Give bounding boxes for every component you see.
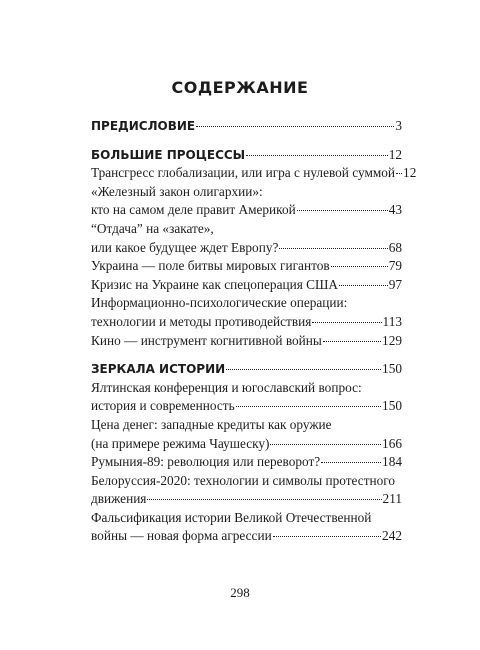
toc-entry-page: 184	[382, 454, 402, 470]
leader-dots	[396, 173, 402, 174]
toc-entry-page: 211	[382, 491, 402, 507]
toc-entry-text: войны — новая форма агрессии	[91, 528, 272, 544]
page-title: СОДЕРЖАНИЕ	[171, 78, 309, 97]
section-heading-page: 150	[382, 361, 402, 377]
toc-entry-page: 150	[382, 398, 402, 414]
toc-entry-line	[91, 239, 402, 258]
leader-dots	[321, 462, 381, 463]
toc-entry-text: Информационно-психологические операции:	[91, 295, 348, 311]
leader-dots	[196, 126, 394, 127]
toc-entry-text: Румыния-89: революция или переворот?	[91, 454, 321, 470]
toc-entry	[91, 379, 402, 416]
section-gap	[91, 350, 402, 360]
leader-dots	[339, 285, 388, 286]
page-number: 298	[230, 585, 250, 600]
toc-entry-text: Кино — инструмент когнитивной войны	[91, 332, 322, 348]
toc-entry-text: Фальсификация истории Великой Отечественной	[91, 509, 372, 525]
toc-section-heading	[91, 146, 402, 165]
toc-entry	[91, 332, 402, 351]
toc-entry-line	[91, 472, 402, 491]
toc-entry	[91, 416, 402, 453]
toc-entry-line	[91, 276, 402, 295]
toc-entry-page: 242	[382, 528, 402, 544]
toc-entry-text: Белоруссия-2020: технологии и символы протестного	[91, 472, 396, 488]
toc-entry-page: 129	[382, 332, 402, 348]
leader-dots	[147, 499, 381, 500]
toc-entry-line	[91, 453, 402, 472]
leader-dots	[270, 444, 381, 445]
toc-entry-line	[91, 183, 402, 202]
toc-entry-text: (на примере режима Чаушеску)	[91, 435, 270, 451]
section-heading-label: ЗЕРКАЛА ИСТОРИИ	[91, 362, 226, 377]
leader-dots	[226, 369, 381, 370]
table-of-contents	[91, 117, 417, 546]
toc-entry-line	[91, 313, 402, 332]
toc-entry-page: 97	[388, 276, 402, 292]
section-heading-page: 12	[388, 146, 402, 162]
toc-entry-text: Кризис на Украине как спецоперация США	[91, 276, 339, 292]
toc-entry-text: Ялтинская конференция и югославский вопрос:	[91, 379, 362, 395]
toc-entry-text: история и современность	[91, 398, 235, 414]
toc-preface-label: ПРЕДИСЛОВИЕ	[91, 119, 196, 133]
toc-entry-line	[91, 490, 402, 509]
leader-dots	[273, 536, 381, 537]
toc-entry-line	[91, 164, 417, 183]
toc-entry	[91, 453, 402, 472]
toc-entry-line	[91, 435, 402, 454]
leader-dots	[312, 322, 381, 323]
toc-entry-page: 79	[388, 258, 402, 274]
toc-entry	[91, 164, 417, 183]
toc-entry-text: Трансгресс глобализации, или игра с нулевой суммой	[91, 165, 396, 181]
section-gap	[91, 136, 402, 146]
leader-dots	[331, 266, 388, 267]
toc-entry-page: 113	[382, 313, 402, 329]
leader-dots	[279, 248, 387, 249]
toc-entry	[91, 509, 402, 546]
toc-entry-line	[91, 379, 402, 398]
toc-entry-line	[91, 397, 402, 416]
toc-entry-page: 166	[382, 435, 402, 451]
toc-entry	[91, 276, 402, 295]
toc-preface-page: 3	[395, 118, 402, 133]
toc-entry-line	[91, 257, 402, 276]
toc-entry-line	[91, 527, 402, 546]
toc-entry-text: движения	[91, 491, 147, 507]
leader-dots	[323, 341, 381, 342]
toc-entry	[91, 257, 402, 276]
toc-preface	[91, 117, 402, 136]
leader-dots	[246, 155, 388, 156]
toc-entry-text: «Железный закон олигархии»:	[91, 183, 263, 199]
toc-entry-text: Цена денег: западные кредиты как оружие	[91, 416, 332, 432]
toc-entry	[91, 183, 402, 220]
toc-entry-page: 12	[403, 165, 417, 181]
section-heading-label: БОЛЬШИЕ ПРОЦЕССЫ	[91, 147, 246, 162]
toc-entry-line	[91, 509, 402, 528]
toc-entry-page: 43	[388, 202, 402, 218]
toc-entry-text: Украина — поле битвы мировых гигантов	[91, 258, 330, 274]
toc-section-heading	[91, 360, 402, 379]
toc-entry-line	[91, 220, 402, 239]
toc-entry-text: “Отдача” на «закате»,	[91, 220, 214, 236]
toc-entry	[91, 472, 402, 509]
toc-entry	[91, 294, 402, 331]
toc-entry-line	[91, 201, 402, 220]
leader-dots	[236, 406, 381, 407]
toc-entry-line	[91, 416, 402, 435]
toc-entry-line	[91, 294, 402, 313]
toc-entry-line	[91, 332, 402, 351]
toc-entry-text: или какое будущее ждет Европу?	[91, 239, 279, 255]
toc-entry-text: технологии и методы противодействия	[91, 313, 312, 329]
toc-entry-page: 68	[388, 239, 402, 255]
leader-dots	[297, 210, 388, 211]
toc-entry	[91, 220, 402, 257]
toc-entry-text: кто на самом деле правит Америкой	[91, 202, 296, 218]
